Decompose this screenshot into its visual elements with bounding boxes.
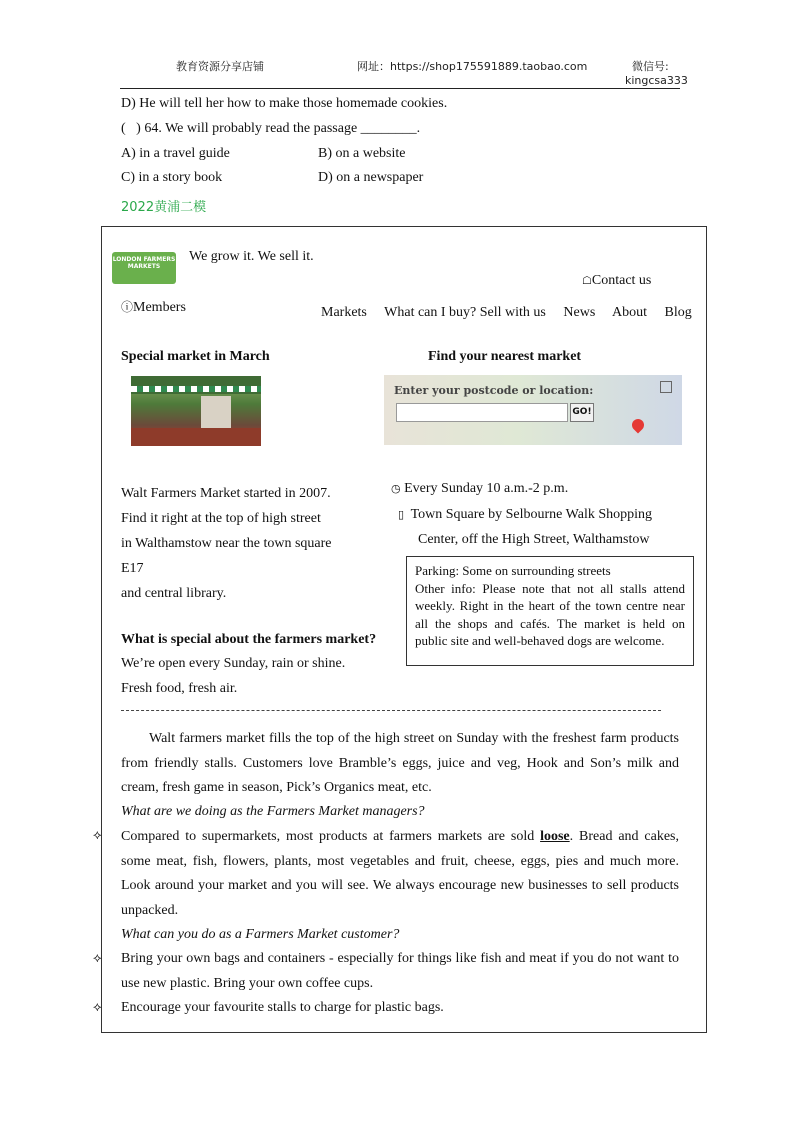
header-rule (120, 88, 680, 89)
special-question: What is special about the farmers market? (121, 632, 377, 647)
special-answer-2: Fresh food, fresh air. (121, 681, 238, 696)
info-icon: ⓘ (121, 300, 134, 314)
fullscreen-icon[interactable] (660, 381, 672, 393)
article-intro: Walt farmers market fills the top of the high street on Sunday with the freshest farm products from friendly stalls. Customers love Bramble’s eggs, juice and veg, Hook and Son’s milk and cream, fresh game in season, Pick’s Organics meat, etc. (121, 731, 679, 795)
special-market-heading: Special market in March (121, 349, 270, 364)
managers-heading: What are we doing as the Farmers Market managers? (121, 804, 425, 819)
q64-option-a: A) in a travel guide (121, 146, 230, 161)
contact-link[interactable] (582, 273, 651, 289)
desc-line: Walt Farmers Market started in 2007. (121, 486, 331, 501)
shop-url[interactable]: 网址：https://shop175591889.taobao.com (357, 60, 588, 73)
desc-line: and central library. (121, 586, 227, 601)
find-market-heading: Find your nearest market (428, 349, 582, 364)
customer-tip-2: Encourage your favourite stalls to charge for plastic bags. (121, 1000, 444, 1015)
time-text: Every Sunday 10 a.m.-2 p.m. (404, 481, 569, 496)
postcode-input[interactable] (396, 403, 568, 422)
managers-paragraph (121, 825, 679, 923)
bullet-diamond-icon: ⟡ (93, 1000, 102, 1015)
desc-line: in Walthamstow near the town square (121, 536, 332, 551)
clock-icon: ◷ (391, 482, 401, 495)
megaphone-icon: ☖ (582, 275, 592, 287)
q64-option-b: B) on a website (318, 146, 406, 161)
opening-time (391, 481, 568, 497)
q64-stem: ( ) 64. We will probably read the passage ________. (121, 121, 421, 136)
wechat-id: kingcsa333 (625, 74, 688, 87)
main-nav (321, 305, 692, 321)
go-button[interactable]: GO! (570, 403, 594, 422)
customer-heading: What can you do as a Farmers Market customer? (121, 927, 400, 942)
bullet-diamond-icon: ⟡ (93, 951, 102, 966)
desc-line: Find it right at the top of high street (121, 511, 321, 526)
members-link[interactable] (121, 298, 186, 316)
q64-option-c: C) in a story book (121, 170, 223, 185)
location-line-1: Town Square by Selbourne Walk Shopping (410, 507, 653, 522)
members-label: Members (133, 300, 186, 315)
dashed-divider (121, 710, 661, 711)
market-photo (131, 376, 261, 446)
nav-news[interactable]: News (563, 305, 596, 320)
shop-name: 教育资源分享店铺 (176, 60, 264, 73)
market-description (121, 481, 332, 606)
location-line-2: Center, off the High Street, Walthamstow (418, 532, 650, 547)
customer-tip-1: Bring your own bags and containers - especially for things like fish and meat if you do not want to use new plastic. Bring your own coffee cups. (121, 951, 679, 991)
nav-blog[interactable]: Blog (664, 305, 692, 320)
contact-label: Contact us (591, 273, 652, 288)
managers-text-pre: Compared to supermarkets, most products at farmers markets are sold (121, 829, 541, 844)
info-box (406, 556, 694, 666)
q64-option-d: D) on a newspaper (318, 170, 424, 185)
nav-markets[interactable]: Markets (321, 305, 367, 320)
special-answer-1: We’re open every Sunday, rain or shine. (121, 656, 346, 671)
market-logo[interactable] (112, 252, 176, 284)
wechat-label: 微信号: (632, 60, 669, 73)
map-widget[interactable] (384, 375, 682, 445)
slogan: We grow it. We sell it. (189, 249, 314, 264)
q63-option-d: D) He will tell her how to make those homemade cookies. (121, 96, 448, 111)
location (398, 507, 652, 523)
parking-info: Parking: Some on surrounding streets (415, 563, 611, 578)
managers-text-post: . Bread and cakes, some meat, fish, flowers, plants, most vegetables and fruit, cheese, eggs, pies and much more. Look around your market and you will see. We always encourage new businesses to sell products unpacked. (121, 829, 679, 918)
other-info: Other info: Please note that not all stalls attend weekly. Right in the heart of the town centre near all the shops and cafés. The market is held on public site and well-behaved dogs are welcome. (415, 580, 685, 648)
map-prompt: Enter your postcode or location: (394, 384, 594, 397)
nav-buy-sell[interactable]: What can I buy? Sell with us (384, 305, 546, 320)
map-pin-icon (630, 417, 647, 434)
bus-icon: ▯ (398, 508, 405, 521)
logo-text: LONDON FARMERS MARKETS (112, 256, 176, 270)
loose-keyword: loose (540, 829, 570, 844)
bullet-diamond-icon: ⟡ (93, 828, 102, 843)
nav-about[interactable]: About (612, 305, 648, 320)
desc-line: E17 (121, 561, 144, 576)
section-title: 2022黄浦二模 (121, 200, 207, 215)
